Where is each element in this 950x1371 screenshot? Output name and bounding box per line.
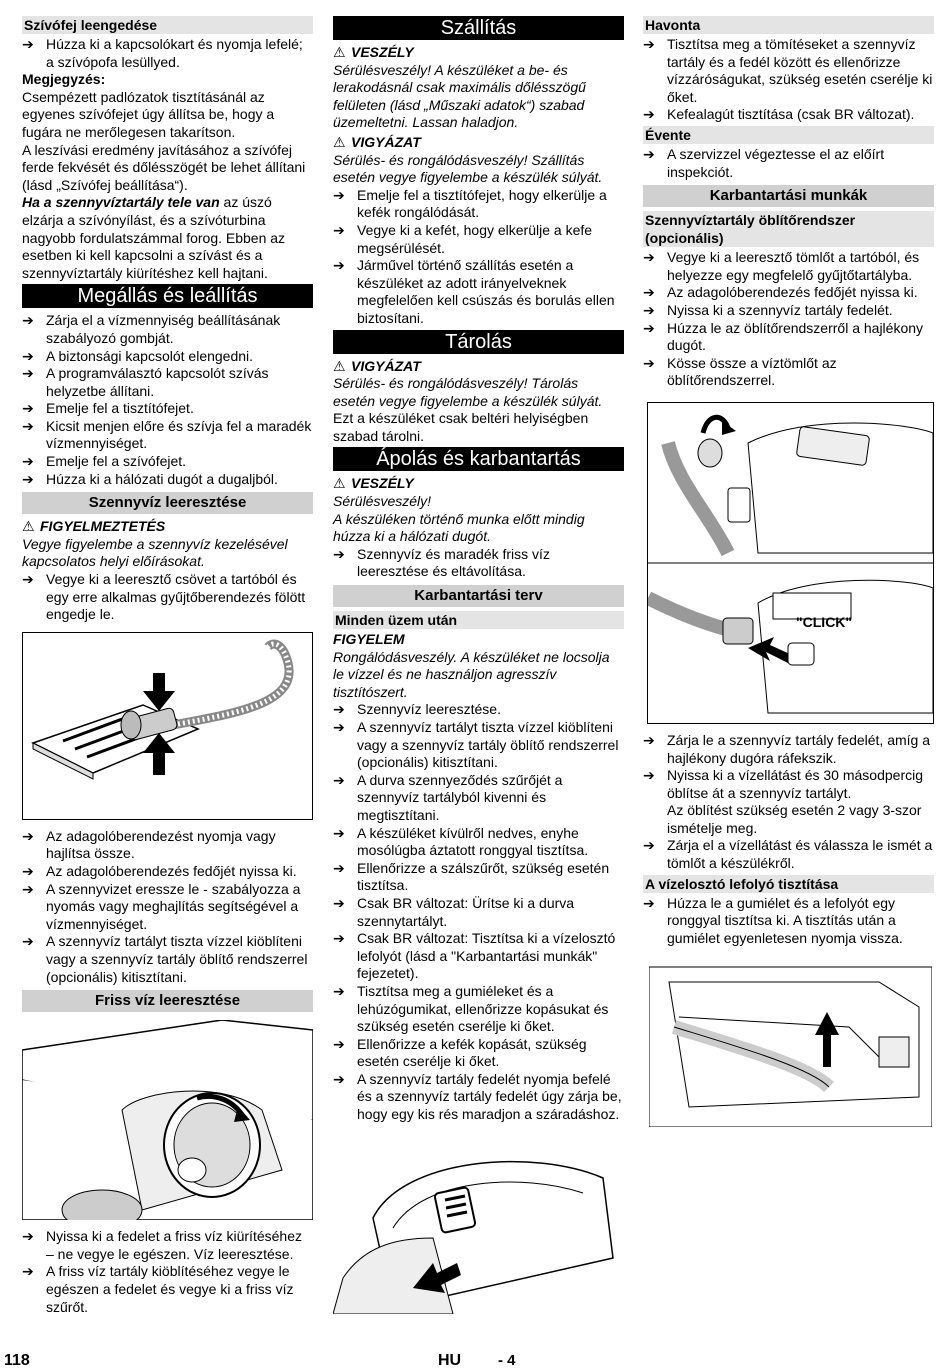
list-item: ➔ A programválasztó kapcsolót szívás helyzetbe állítani. [22,365,313,400]
note-label: Megjegyzés: [22,71,106,88]
list-item: ➔ Vegye ki a leeresztő csövet a tartóból és egy erre alkalmas gyűjtőberendezés fölött engedje le. [22,571,313,624]
list-item: ➔ Az adagolóberendezés fedőjét nyissa ki. [22,863,313,881]
list-item: ➔ Zárja le a szennyvíz tartály fedelét, amíg a hajlékony dugóra ráfekszik. [643,732,934,767]
section-heading-maintenance-work: Karbantartási munkák [643,185,934,207]
list-item: ➔ Emelje fel a tisztítófejet, hogy elkerülje a kefék rongálódását. [333,187,624,222]
warning-label: ⚠ VIGYÁZAT [333,357,421,374]
list-item: ➔ Zárja el a vízmennyiség beállításának szabályozó gombját. [22,312,313,347]
list-item: ➔ A biztonsági kapcsolót elengedni. [22,348,313,366]
figure-rinse-connection [647,402,934,724]
section-heading-care: Ápolás és karbantartás [333,447,624,471]
warning-icon: ⚠ [22,518,35,535]
warning-text: Sérülés- és rongálódásveszély! Szállítás esetén vegye figyelembe a készülék súlyát. [333,151,603,186]
list-item: ➔ Nyissa ki a fedelet a friss víz kiürítéséhez – ne vegye le egészen. Víz leeresztése. [22,1228,313,1263]
stop-list [22,312,313,488]
click-label: "CLICK" [796,613,853,630]
list-item: ➔ Húzza le a gumiélet és a lefolyót egy ronggyal tisztítsa ki. A tisztítás után a gumiélet egyenletesen nyomja vissza. [643,895,934,948]
column-middle [333,14,624,1322]
warning-icon: ⚠ [333,475,346,492]
rinse-list [643,249,934,390]
section-heading-maintenance-plan: Karbantartási terv [333,585,624,607]
warning-text: A készüléken történő munka előtt mindig húzza ki a hálózati dugót. [333,510,585,545]
list-item: ➔ Kösse össze a víztömlőt az öblítőrendszerrel. [643,355,934,390]
figure-drain-hose [22,632,313,820]
storage-text: Ezt a készüléket csak beltéri helyiségben szabad tárolni. [333,410,589,444]
section-heading-lower-suction-head: Szívófej leengedése [22,16,313,34]
list-item: ➔ Emelje fel a tisztítófejet. [22,400,313,418]
sub-page-number: - 4 [498,1352,516,1369]
list-item: ➔ Kefealagút tisztítása (csak BR változat). [643,106,934,124]
list-item: ➔ Húzza ki a kapcsolókart és nyomja lefelé; a szívópofa lesüllyed. [22,36,313,71]
list-item: ➔ A szennyvíz tartályt tiszta vízzel kiöblíteni vagy a szennyvíz tartály öblítő rendszerrel (opcionális) kitisztítani. [22,933,313,986]
list-item: ➔ A durva szennyeződés szűrőjét a szennyvíz tartályból kivenni és megtisztítani. [333,772,624,825]
figure-lid-open [333,1138,624,1314]
subheading-rinse-system: Szennyvíztartály öblítőrendszer (opcionális) [643,211,934,247]
list-item: ➔ Nyissa ki a vízellátást és 30 másodpercig öblítse át a szennyvíz tartályt. [643,767,934,802]
distributor-drain-illustration [649,957,932,1127]
list-item: ➔ Tisztítsa meg a gumiéleket és a lehúzógumikat, ellenőrizze kopásukat és szükség esetén cserélje ki őket. [333,983,624,1036]
section-heading-stop: Megállás és leállítás [22,284,313,308]
warning-text: Vegye figyelembe a szennyvíz kezelésével kapcsolatos helyi előírásokat. [22,535,288,570]
warning-label: ⚠ VESZÉLY [333,44,414,60]
warning-icon: ⚠ [333,133,346,150]
warning-text: Sérülésveszély! [333,493,432,510]
warning-label: ⚠ VESZÉLY [333,475,414,492]
note-paragraph: A leszívási eredmény javításához a szívófej ferde fekvését és dőlésszögét be lehet állítani (lásd „Szívófej beállítása“). [22,141,306,193]
drain-hose-illustration [23,633,312,819]
note-text: az úszó elzárja a szívónyílást, és a szívóturbina nagyobb fordulatszámmal forog. Ebben az esetben ki kell kapcsolni a szívást és a szennyvíztartály kiürítéshez kell hajtani. [22,194,286,281]
subheading-after-each-use: Minden üzem után [333,611,624,629]
drain-list [22,828,313,986]
list-item: ➔ A készüléket kívülről nedves, enyhe mosólúgba áztatott ronggyal tisztítsa. [333,825,624,860]
list-item: ➔ A szennyvizet eressze le - szabályozza a nyomás vagy meghajlítás segítségével a vízmennyiséget. [22,881,313,934]
list-item: ➔ Vegye ki a leeresztő tömlőt a tartóból, és helyezze egy megfelelő gyűjtőtartályba. [643,249,934,284]
subheading-distributor-drain: A vízelosztó lefolyó tisztítása [643,875,934,893]
rinse-note: Az öblítést szükség esetén 2 vagy 3-szor ismételje meg. [667,802,922,836]
warning-text: Rongálódásveszély. A készüléket ne locsolja le vízzel és ne használjon agresszív tisztítószert. [333,648,610,700]
list-item: ➔ Kicsit menjen előre és szívja fel a maradék vízmennyiséget. [22,418,313,453]
note-paragraph: Csempézett padlózatok tisztításánál az egyenes szívófejet úgy állítsa be, hogy a fugára ne merőlegesen takarítson. [22,88,275,140]
note-emphasis: Ha a szennyvíztartály tele van [22,194,220,211]
list-item: ➔ Csak BR változat: Ürítse ki a durva szennytartályt. [333,895,624,930]
rinse-list-continued [643,732,934,873]
warning-label: ⚠ FIGYELMEZTETÉS [22,518,166,535]
warning-label: FIGYELEM [333,631,405,648]
warning-text: Sérülés- és rongálódásveszély! Tárolás esetén vegye figyelembe a készülék súlyát. [333,375,603,409]
warning-label: ⚠ VIGYÁZAT [333,133,421,150]
list-item: ➔ Vegye ki a kefét, hogy elkerülje a kefe megsérülését. [333,222,624,257]
list-item: ➔ Emelje fel a szívófejet. [22,453,313,471]
column-left [22,14,313,1316]
list-item: ➔ Tisztítsa meg a tömítéseket a szennyvíz tartály és a fedél között és ellenőrizze vízzáróságukat, szükség esetén cserélje ki őket. [643,36,934,106]
list-item: ➔ Az adagolóberendezés fedőjét nyissa ki. [643,284,934,302]
list-item: ➔ Ellenőrizze a kefék kopását, szükség esetén cserélje ki őket. [333,1036,624,1071]
list-item: ➔ Zárja el a vízellátást és válassza le ismét a tömlőt a készülékről. [643,837,934,872]
list-item: ➔ A szervizzel végeztesse el az előírt inspekciót. [643,146,934,181]
list-item: ➔ Nyissa ki a szennyvíz tartály fedelét. [643,302,934,320]
list-item: ➔ A szennyvíz tartály fedelét nyomja befelé és a szennyvíz tartály fedelét úgy zárja be, hogy egy kis rés maradjon a száradáshoz. [333,1071,624,1124]
figure-distributor-drain [649,957,932,1127]
after-use-list [333,701,624,1123]
list-item: ➔ A szennyvíz tartályt tiszta vízzel kiöblíteni vagy a szennyvíz tartály öblítő rendszerrel (opcionális) kitisztítani. [333,719,624,772]
list-item: ➔ Az adagolóberendezést nyomja vagy hajlítsa össze. [22,828,313,863]
list-item: ➔ Húzza le az öblítőrendszerről a hajlékony dugót. [643,320,934,355]
column-right [643,14,934,1127]
figure-fresh-water-cap [22,1020,313,1220]
section-heading-drain: Szennyvíz leeresztése [22,492,313,514]
rinse-connection-illustration [648,403,933,723]
note-paragraph [22,194,313,282]
list-item: ➔ Szennyvíz és maradék friss víz leeresztése és eltávolítása. [333,546,624,581]
list-item: ➔ Szennyvíz leeresztése. [333,701,624,719]
warning-text: Sérülésveszély! A készüléket a be- és lerakodásnál csak maximális dőlésszögű felületen (lásd „Műszaki adatok“) szabad üzemeltetni. Lassan haladjon. [333,61,586,131]
page-number: 118 [4,1352,30,1369]
list-item: ➔ Csak BR változat: Tisztítsa ki a vízelosztó lefolyót (lásd a "Karbantartási munkák" fejezetet). [333,930,624,983]
warning-icon: ⚠ [333,357,346,374]
fresh-water-cap-illustration [22,1020,313,1220]
subheading-yearly: Évente [643,126,934,144]
section-heading-fresh-water: Friss víz leeresztése [22,990,313,1012]
section-heading-storage: Tárolás [333,330,624,354]
list-item: ➔ A friss víz tartály kiöblítéséhez vegye le egészen a fedelet és vegye ki a friss víz szűrőt. [22,1263,313,1316]
subheading-monthly: Havonta [643,16,934,34]
list-item: ➔ Ellenőrizze a szálszűrőt, szükség esetén tisztítsa. [333,860,624,895]
list-item: ➔ Járművel történő szállítás esetén a készüléket az adott irányelveknek megfelelően kell csúszás és borulás ellen biztosítani. [333,257,624,327]
fresh-list [22,1228,313,1316]
warning-icon: ⚠ [333,44,346,60]
section-heading-transport: Szállítás [333,16,624,40]
list-item: ➔ Húzza ki a hálózati dugót a dugaljból. [22,471,313,489]
language-code: HU [438,1352,462,1369]
lid-open-illustration [333,1138,624,1314]
